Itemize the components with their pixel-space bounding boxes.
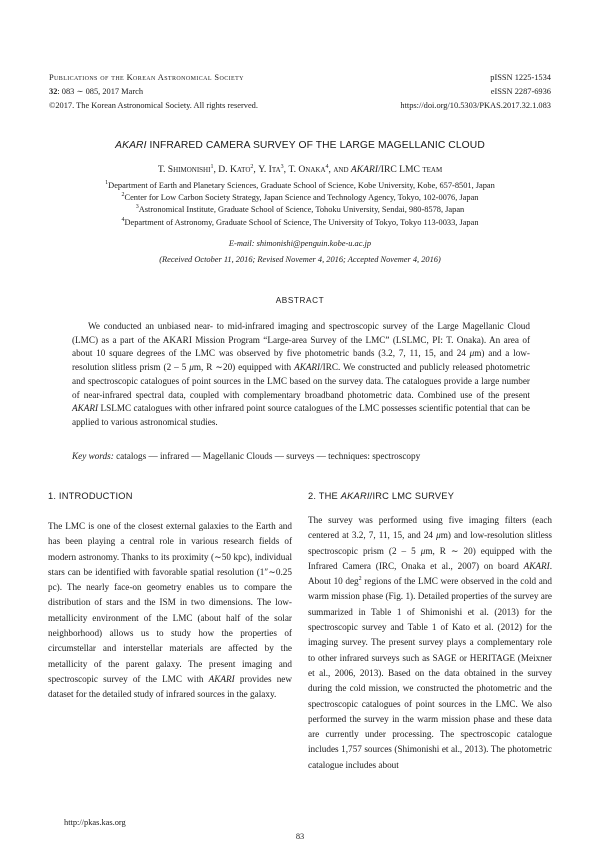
abstract-text-1: We conducted an unbiased near- to mid-infrared imaging and spectroscopic survey of the Large Magellanic Cloud (LMC) as a part of the AKARI Mission Program “Large-area Survey of the LMC” (LSLMC, PI: T. Onaka). An area of about 10 square degrees of the LMC was observed by five photometric bands (3.2, 7, 11, 15, and 24	[72, 321, 530, 359]
affiliations	[0, 180, 600, 229]
section-2-text-5: regions of the LMC were observed in the cold and warm mission phase (Fig. 1). Detailed properties of the survey are summarized in Table 1 of Shimonishi et al. (2013) for the spectroscopic survey and Table 1 of Kato et al. (2012) for the imaging survey. The present survey plays a complementary role to other infrared surveys such as SAGE or HERITAGE (Meixner et al., 2006, 2013). Based on the data obtained in the survey during the cold mission, we constructed the photometric and the spectroscopic catalogues of point sources in the LMC. We also performed the survey in the warm mission phase and these data are currently under processing. The spectroscopic catalogue includes 1,757 sources (Shimonishi et al., 2013). The photometric catalogue includes about	[308, 576, 552, 770]
affiliation-2	[0, 192, 600, 204]
team-prefix: , and	[328, 164, 351, 175]
affiliation-1	[0, 180, 600, 192]
author-1-affil: 1	[210, 163, 214, 170]
volume-number: 32	[49, 87, 58, 97]
section-2-heading-prefix: 2. THE	[308, 491, 341, 501]
affiliation-3	[0, 204, 600, 216]
team-akari: AKARI	[350, 164, 379, 175]
section-2-heading	[308, 491, 454, 501]
section-1-akari: AKARI	[208, 673, 235, 684]
section-2-text-2: m) and low-resolution slitless spectroscopic prism (2 – 5	[308, 530, 552, 556]
keywords	[72, 451, 530, 461]
pissn: pISSN 1225-1534	[490, 73, 551, 82]
copyright-notice: ©2017. The Korean Astronomical Society. All rights reserved.	[49, 101, 258, 111]
keywords-label: Key words:	[72, 451, 114, 461]
section-1-heading: 1. INTRODUCTION	[48, 491, 133, 501]
abstract-akari-1: AKARI	[294, 362, 321, 373]
author-3: Y. Ita	[258, 164, 281, 175]
affiliation-3-num: 3	[135, 204, 139, 211]
affiliation-2-text: Center for Low Carbon Society Strategy, Japan Science and Technology Agency, Tokyo, 102-0076, Japan	[124, 193, 479, 203]
section-1-body	[48, 519, 292, 703]
pages-date: : 083 ∼ 085, 2017 March	[57, 87, 144, 97]
section-2-text-3: m, R ∼ 20) equipped with the Infrared Camera (IRC, Onaka et al., 2007) on board	[308, 545, 552, 571]
affiliation-4-num: 4	[121, 216, 125, 223]
author-4: T. Onaka	[288, 164, 326, 175]
journal-header-left	[49, 71, 258, 114]
affiliation-2-num: 2	[121, 192, 125, 199]
section-1-text-2: provides new dataset for the detailed study of infrared sources in the galaxy.	[48, 673, 292, 700]
title-akari: AKARI	[115, 140, 147, 151]
author-2: D. Kato	[218, 164, 251, 175]
section-2-heading-akari: AKARI	[340, 491, 370, 501]
abstract-mu-1: μ	[469, 348, 475, 359]
author-2-affil: 2	[250, 163, 254, 170]
section-2-sup: 2	[358, 576, 362, 583]
abstract-body	[72, 320, 530, 430]
author-4-affil: 4	[325, 163, 329, 170]
team-rest: /IRC LMC team	[378, 164, 443, 175]
page-number: 83	[295, 832, 305, 841]
corresponding-email[interactable]: E-mail: shimonishi@penguin.kobe-u.ac.jp	[228, 239, 372, 248]
doi-link[interactable]: https://doi.org/10.5303/PKAS.2017.32.1.083	[400, 101, 551, 111]
received-dates: (Received October 11, 2016; Revised Novemer 4, 2016; Accepted Novemer 4, 2016)	[159, 255, 441, 264]
affiliation-4	[0, 217, 600, 229]
affiliation-1-text: Department of Earth and Planetary Sciences, Graduate School of Science, Kobe University, Kobe, 657-8501, Japan	[108, 181, 495, 190]
section-2-akari: AKARI	[523, 560, 550, 571]
author-3-affil: 3	[280, 163, 284, 170]
title-rest: INFRARED CAMERA SURVEY OF THE LARGE MAGELLANIC CLOUD	[146, 140, 485, 151]
abstract-text-4: /IRC. We constructed and publicly released photometric and spectroscopic catalogues of point sources in the LMC based on the survey data. The catalogues provide a large number of near-infrared spectral data, coupled with complementary broadband photometric data. Combined use of the present	[72, 362, 530, 400]
section-2-mu-1: μ	[436, 530, 441, 541]
section-2-text-1: The survey was performed using five imaging filters (each centered at 3.2, 7, 11, 15, and 24	[308, 515, 552, 541]
section-2-heading-rest: /IRC LMC SURVEY	[369, 491, 455, 501]
abstract-heading: ABSTRACT	[275, 296, 325, 305]
section-1-text-1: The LMC is one of the closest external galaxies to the Earth and has been playing a central role in various research fields of modern astronomy. Thanks to its proximity (∼50 kpc), individual stars can be identified with favorable spatial resolution (1″∼0.25 pc). The nearly face-on geometry enables us to compare the distribution of stars and the ISM in two dimensions. The low-metallicity environment of the LMC (about half of the solar neighborhood) allows us to study how the properties of circumstellar and interstellar materials are affected by the metallicity of the parent galaxy. The present imaging and spectroscopic survey of the LMC with	[48, 521, 292, 684]
section-2-body	[308, 513, 552, 773]
paper-title	[0, 140, 600, 151]
keywords-text: catalogs — infrared — Magellanic Clouds — surveys — techniques: spectroscopy	[113, 451, 421, 461]
abstract-akari-2: AKARI	[72, 403, 99, 414]
volume-line	[49, 85, 258, 99]
journal-name: Publications of the Korean Astronomical Society	[49, 73, 244, 82]
section-2-mu-2: μ	[420, 545, 426, 556]
affiliation-3-text: Astronomical Institute, Graduate School of Science, Tohoku University, Sendai, 980-8578, Japan	[138, 205, 465, 215]
affiliation-4-text: Department of Astronomy, Graduate School of Science, The University of Tokyo, Tokyo 113-0033, Japan	[124, 217, 479, 227]
abstract-text-2: m) and a low-resolution slitless prism (2 – 5	[72, 348, 530, 373]
affiliation-1-num: 1	[105, 180, 109, 187]
abstract-text-5: LSLMC catalogues with other infrared point source catalogues of the LMC possesses scientific potential that can be applied to various astronomical studies.	[72, 403, 530, 427]
author-1: T. Shimonishi	[157, 164, 211, 175]
abstract-text-3: m, R ∼20) equipped with	[193, 362, 295, 373]
section-2-text-4: . About 10 deg	[308, 560, 552, 587]
eissn: eISSN 2287-6936	[490, 87, 551, 97]
footer-url[interactable]: http://pkas.kas.org	[64, 818, 126, 827]
abstract-mu-2: μ	[189, 362, 194, 373]
journal-header-right	[400, 71, 551, 114]
author-list: T. Shimonishi$^1$, D. Kato$^2$, Y. Ita$^3$, T. Onaka$^4$, and AKARI/IRC LMC team	[157, 163, 443, 175]
